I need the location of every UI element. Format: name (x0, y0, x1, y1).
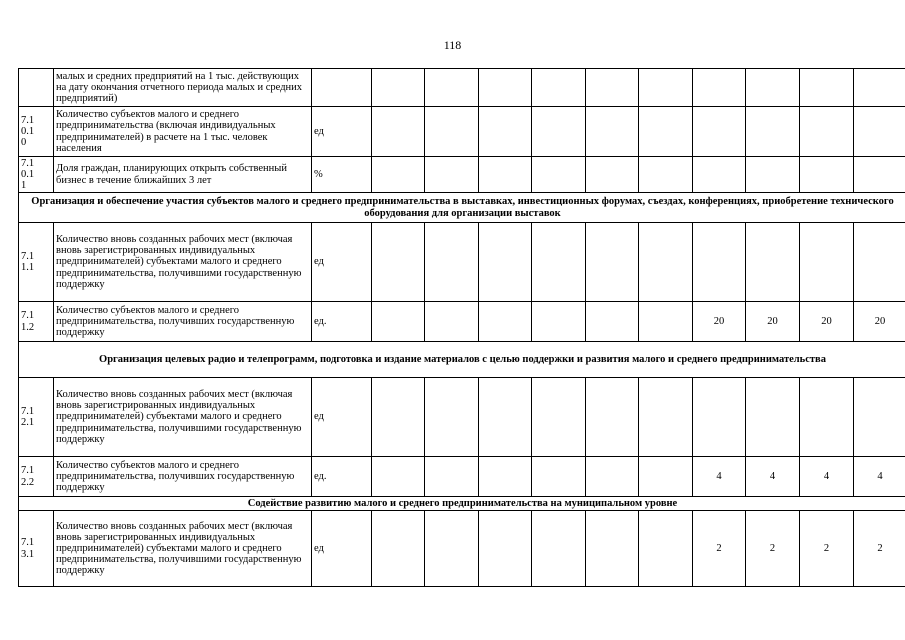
unit-cell: ед. (312, 457, 372, 497)
value-cell (532, 107, 586, 157)
value-cell (586, 69, 639, 107)
value-cell (854, 157, 905, 193)
value-cell (693, 69, 746, 107)
value-cell (800, 107, 854, 157)
indicators-table (18, 68, 905, 587)
section-row (19, 193, 905, 223)
value-cell: 2 (800, 511, 854, 587)
value-cell (639, 378, 693, 457)
indicator-name: Количество вновь созданных рабочих мест (включая вновь зарегистрированных индивидуальных предпринимателей) субъектами малого и среднего предпринимательства, получившими государственную поддержку (54, 511, 312, 587)
unit-cell: % (312, 157, 372, 193)
value-cell (372, 302, 425, 342)
table-row (19, 69, 905, 107)
table-row (19, 457, 905, 497)
value-cell (532, 302, 586, 342)
value-cell: 2 (854, 511, 905, 587)
value-cell: 2 (746, 511, 800, 587)
value-cell (746, 107, 800, 157)
value-cell (746, 223, 800, 302)
row-number: 7.1 1.2 (19, 302, 54, 342)
section-title: Содействие развитию малого и среднего предпринимательства на муниципальном уровне (19, 497, 905, 511)
table-row (19, 107, 905, 157)
value-cell: 4 (854, 457, 905, 497)
value-cell (693, 378, 746, 457)
value-cell (372, 511, 425, 587)
value-cell (532, 378, 586, 457)
indicator-name: Количество вновь созданных рабочих мест (включая вновь зарегистрированных индивидуальных предпринимателей) субъектами малого и среднего предпринимательства, получившими государственную поддержку (54, 378, 312, 457)
value-cell (586, 378, 639, 457)
row-number (19, 69, 54, 107)
value-cell: 4 (746, 457, 800, 497)
value-cell: 20 (693, 302, 746, 342)
table-row (19, 302, 905, 342)
unit-cell: ед (312, 511, 372, 587)
indicator-name: Количество субъектов малого и среднего предпринимательства (включая индивидуальных предпринимателей) в расчете на 1 тыс. человек населения (54, 107, 312, 157)
value-cell (586, 511, 639, 587)
value-cell (586, 223, 639, 302)
value-cell (639, 511, 693, 587)
table-row (19, 157, 905, 193)
value-cell (586, 302, 639, 342)
value-cell (586, 107, 639, 157)
value-cell (479, 302, 532, 342)
value-cell (425, 302, 479, 342)
value-cell (479, 223, 532, 302)
value-cell (479, 107, 532, 157)
value-cell (479, 69, 532, 107)
value-cell (639, 457, 693, 497)
value-cell (639, 107, 693, 157)
value-cell: 20 (800, 302, 854, 342)
value-cell (854, 223, 905, 302)
value-cell (639, 223, 693, 302)
value-cell (425, 223, 479, 302)
value-cell (800, 378, 854, 457)
row-number: 7.1 0.1 1 (19, 157, 54, 193)
indicator-name: Количество субъектов малого и среднего предпринимательства, получивших государственную поддержку (54, 302, 312, 342)
value-cell (532, 69, 586, 107)
value-cell (746, 378, 800, 457)
section-title: Организация целевых радио и телепрограмм, подготовка и издание материалов с целью поддержки и развития малого и среднего предпринимательства (19, 342, 905, 378)
value-cell: 20 (746, 302, 800, 342)
row-number: 7.1 2.1 (19, 378, 54, 457)
value-cell (854, 378, 905, 457)
unit-cell: ед. (312, 302, 372, 342)
value-cell (372, 107, 425, 157)
indicator-name: малых и средних предприятий на 1 тыс. действующих на дату окончания отчетного периода малых и средних предприятий) (54, 69, 312, 107)
value-cell (532, 223, 586, 302)
value-cell (854, 69, 905, 107)
value-cell (372, 457, 425, 497)
value-cell (479, 157, 532, 193)
value-cell: 20 (854, 302, 905, 342)
value-cell (800, 69, 854, 107)
section-row (19, 497, 905, 511)
value-cell (746, 157, 800, 193)
unit-cell (312, 69, 372, 107)
value-cell (800, 157, 854, 193)
indicator-name: Количество вновь созданных рабочих мест (включая вновь зарегистрированных индивидуальных предпринимателей) субъектами малого и среднего предпринимательства, получившими государственную поддержку (54, 223, 312, 302)
value-cell (479, 511, 532, 587)
value-cell (372, 157, 425, 193)
value-cell (372, 223, 425, 302)
section-title: Организация и обеспечение участия субъектов малого и среднего предпринимательства в выставках, инвестиционных форумах, съездах, конференциях, приобретение технического оборудования для организации выставок (19, 193, 905, 223)
value-cell: 4 (800, 457, 854, 497)
value-cell: 2 (693, 511, 746, 587)
row-number: 7.1 0.1 0 (19, 107, 54, 157)
unit-cell: ед (312, 223, 372, 302)
value-cell (532, 511, 586, 587)
unit-cell: ед (312, 107, 372, 157)
value-cell (639, 302, 693, 342)
value-cell (639, 157, 693, 193)
table-row (19, 223, 905, 302)
value-cell (425, 107, 479, 157)
value-cell (693, 223, 746, 302)
value-cell (425, 157, 479, 193)
value-cell (746, 69, 800, 107)
unit-cell: ед (312, 378, 372, 457)
value-cell (532, 457, 586, 497)
value-cell (532, 157, 586, 193)
value-cell (800, 223, 854, 302)
row-number: 7.1 2.2 (19, 457, 54, 497)
value-cell (586, 457, 639, 497)
value-cell (425, 457, 479, 497)
value-cell (693, 107, 746, 157)
indicator-name: Доля граждан, планирующих открыть собственный бизнес в течение ближайших 3 лет (54, 157, 312, 193)
row-number: 7.1 3.1 (19, 511, 54, 587)
value-cell (372, 69, 425, 107)
row-number: 7.1 1.1 (19, 223, 54, 302)
value-cell (693, 157, 746, 193)
value-cell (425, 378, 479, 457)
value-cell (372, 378, 425, 457)
indicator-name: Количество субъектов малого и среднего предпринимательства, получивших государственную поддержку (54, 457, 312, 497)
value-cell (639, 69, 693, 107)
value-cell (854, 107, 905, 157)
value-cell (425, 69, 479, 107)
value-cell (479, 378, 532, 457)
table-row (19, 378, 905, 457)
value-cell (425, 511, 479, 587)
table-row (19, 511, 905, 587)
value-cell: 4 (693, 457, 746, 497)
page-number: 118 (443, 38, 462, 52)
value-cell (479, 457, 532, 497)
value-cell (586, 157, 639, 193)
section-row (19, 342, 905, 378)
